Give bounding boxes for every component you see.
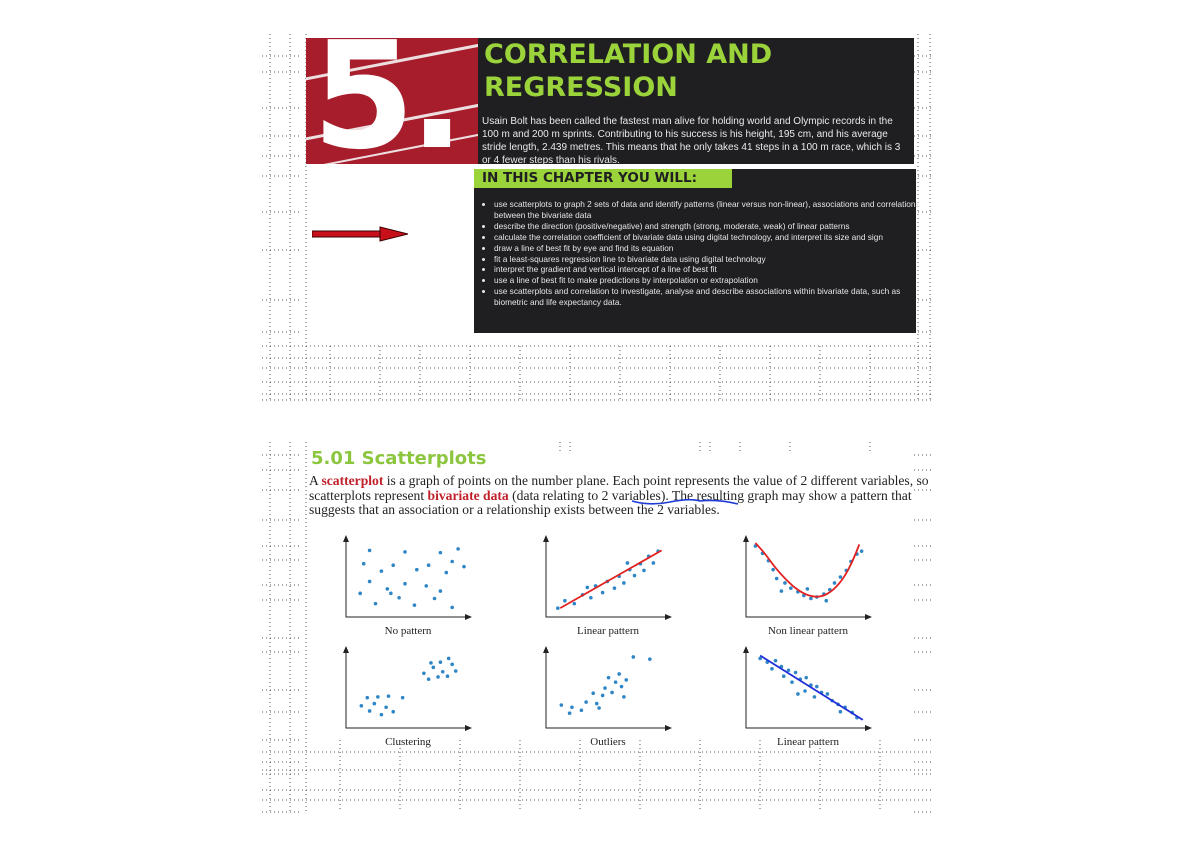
data-point — [591, 691, 595, 695]
data-point — [809, 597, 813, 601]
y-axis-arrow — [743, 535, 749, 542]
data-point — [580, 708, 584, 712]
data-point — [826, 692, 830, 696]
data-point — [454, 669, 458, 673]
data-point — [368, 580, 372, 584]
data-point — [424, 584, 428, 588]
data-point — [648, 657, 652, 661]
data-point — [771, 568, 775, 572]
data-point — [456, 547, 460, 551]
data-point — [796, 692, 800, 696]
data-point — [815, 685, 819, 689]
x-axis-arrow — [865, 614, 872, 620]
data-point — [439, 660, 443, 664]
data-point — [622, 695, 626, 699]
scatterplot-panel — [538, 535, 678, 625]
y-axis-arrow — [543, 646, 549, 653]
data-point — [803, 689, 807, 693]
data-point — [617, 672, 621, 676]
data-point — [586, 586, 590, 590]
data-point — [652, 561, 656, 565]
chapter-intro: Usain Bolt has been called the fastest man alive for holding world and Olympic records in the 100 m and 200 m sprints. Contributing to his success is his height, 195 cm, and his average stride length, 2.439 metres. This means that he only takes 41 steps in a 100 m race, which is 3 or 4 fewer steps than his rivals. — [482, 116, 901, 166]
data-point — [560, 703, 564, 707]
data-point — [427, 563, 431, 567]
objective-item: • calculate the correlation coefficient of bivariate data using digital technology, and interpret its size and sign — [494, 232, 924, 243]
data-point — [824, 599, 828, 603]
x-axis-arrow — [865, 725, 872, 731]
y-axis-arrow — [343, 535, 349, 542]
hand-drawn-trend-line — [560, 550, 661, 608]
data-point — [632, 655, 636, 659]
data-point — [573, 602, 577, 606]
data-point — [595, 702, 599, 706]
objectives-list — [480, 199, 924, 308]
objectives-heading: IN THIS CHAPTER YOU WILL: — [482, 170, 697, 186]
body-text: is a graph of points on the number plane. Each point represents the value of 2 different variables, so scatterplots represent — [309, 473, 929, 503]
data-point — [429, 661, 433, 665]
objective-item: • interpret the gradient and vertical intercept of a line of best fit — [494, 264, 924, 275]
x-axis-arrow — [465, 725, 472, 731]
data-point — [441, 670, 445, 674]
data-point — [397, 596, 401, 600]
x-axis-arrow — [665, 614, 672, 620]
data-point — [584, 700, 588, 704]
data-point — [401, 696, 405, 700]
data-point — [860, 549, 864, 553]
objective-item: • describe the direction (positive/negative) and strength (strong, moderate, weak) of linear patterns — [494, 221, 924, 232]
objective-item: • use scatterplots to graph 2 sets of data and identify patterns (linear versus non-linear), associations and correlations between the bivariate data — [494, 199, 924, 221]
data-point — [601, 591, 605, 595]
data-point — [386, 587, 390, 591]
scatterplot-panel — [538, 646, 678, 736]
data-point — [422, 671, 426, 675]
data-point — [570, 705, 574, 709]
data-point — [601, 694, 605, 698]
scatterplot-panel — [338, 535, 478, 625]
data-point — [770, 667, 774, 671]
data-point — [556, 606, 560, 610]
plot-caption: Non linear pattern — [767, 625, 849, 637]
data-point — [806, 587, 810, 591]
data-point — [610, 691, 614, 695]
plot-caption: Linear pattern — [777, 736, 839, 748]
chapter-title: CORRELATION AND REGRESSION — [484, 39, 773, 103]
data-point — [789, 586, 793, 590]
data-point — [775, 577, 779, 581]
plot-axes — [746, 648, 868, 728]
data-point — [450, 663, 454, 667]
data-point — [433, 597, 437, 601]
ink-underline-annotation — [630, 495, 740, 507]
data-point — [445, 571, 449, 575]
data-point — [839, 710, 843, 714]
data-point — [391, 563, 395, 567]
x-axis-arrow — [665, 725, 672, 731]
data-point — [620, 685, 624, 689]
scatterplot-panel — [338, 646, 478, 736]
data-point — [389, 592, 393, 596]
section-heading: 5.01 Scatterplots — [311, 448, 487, 469]
plot-caption: Clustering — [385, 736, 431, 748]
data-point — [774, 659, 778, 663]
data-point — [415, 568, 419, 572]
scatterplot-panel — [738, 646, 878, 736]
objective-item: • use a line of best fit to make predictions by interpolation or extrapolation — [494, 275, 924, 286]
data-point — [387, 694, 391, 698]
data-point — [403, 582, 407, 586]
data-point — [368, 709, 372, 713]
data-point — [432, 666, 436, 670]
plot-axes — [746, 537, 868, 617]
data-point — [783, 581, 787, 585]
y-axis-arrow — [543, 535, 549, 542]
data-point — [813, 695, 817, 699]
data-point — [626, 561, 630, 565]
data-point — [597, 706, 601, 710]
data-point — [365, 696, 369, 700]
plot-caption: Linear pattern — [577, 625, 639, 637]
data-point — [622, 581, 626, 585]
data-point — [446, 674, 450, 678]
data-point — [450, 606, 454, 610]
data-point — [613, 586, 617, 590]
data-point — [358, 592, 362, 596]
data-point — [603, 686, 607, 690]
data-point — [624, 678, 628, 682]
data-point — [413, 603, 417, 607]
data-point — [804, 676, 808, 680]
y-axis-arrow — [343, 646, 349, 653]
data-point — [589, 596, 593, 600]
data-point — [450, 560, 454, 564]
plot-axes — [346, 537, 468, 617]
data-point — [439, 551, 443, 555]
data-point — [380, 569, 384, 573]
data-point — [790, 680, 794, 684]
data-point — [391, 710, 395, 714]
term-scatterplot: scatterplot — [321, 473, 384, 488]
data-point — [839, 575, 843, 579]
chapter-number: 5. — [312, 10, 460, 182]
data-point — [607, 676, 611, 680]
data-point — [373, 702, 377, 706]
y-axis-arrow — [743, 646, 749, 653]
data-point — [360, 704, 364, 708]
body-text: A — [309, 473, 322, 488]
data-point — [447, 657, 451, 661]
data-point — [368, 549, 372, 553]
data-point — [614, 680, 618, 684]
data-point — [633, 574, 637, 578]
data-point — [362, 562, 366, 566]
objective-item: • fit a least-squares regression line to bivariate data using digital technology — [494, 254, 924, 265]
data-point — [380, 713, 384, 717]
data-point — [374, 602, 378, 606]
data-point — [376, 695, 380, 699]
data-point — [782, 674, 786, 678]
data-point — [833, 581, 837, 585]
red-arrow-icon — [312, 226, 408, 242]
section-body — [309, 474, 929, 518]
data-point — [568, 711, 572, 715]
data-point — [462, 565, 466, 569]
data-point — [563, 599, 567, 603]
data-point — [427, 677, 431, 681]
data-point — [439, 589, 443, 593]
data-point — [642, 569, 646, 573]
data-point — [403, 550, 407, 554]
scatterplot-panel — [738, 535, 878, 625]
data-point — [436, 675, 440, 679]
x-axis-arrow — [465, 614, 472, 620]
hand-drawn-trend-line — [760, 655, 863, 719]
plot-caption: Outliers — [590, 736, 626, 748]
data-point — [780, 589, 784, 593]
body-text: (data relating to 2 variables). The resulting graph may show a pattern that suggests that an association or a relationship exists between the 2 variables. — [309, 487, 912, 517]
objective-item: • use scatterplots and correlation to investigate, analyse and describe associations within bivariate data, such as biometric and life expectancy data. — [494, 286, 924, 308]
plot-axes — [346, 648, 468, 728]
term-bivariate-data: bivariate data — [427, 487, 509, 503]
plot-caption: No pattern — [384, 625, 432, 637]
data-point — [384, 705, 388, 709]
data-point — [794, 671, 798, 675]
objective-item: • draw a line of best fit by eye and find its equation — [494, 243, 924, 254]
